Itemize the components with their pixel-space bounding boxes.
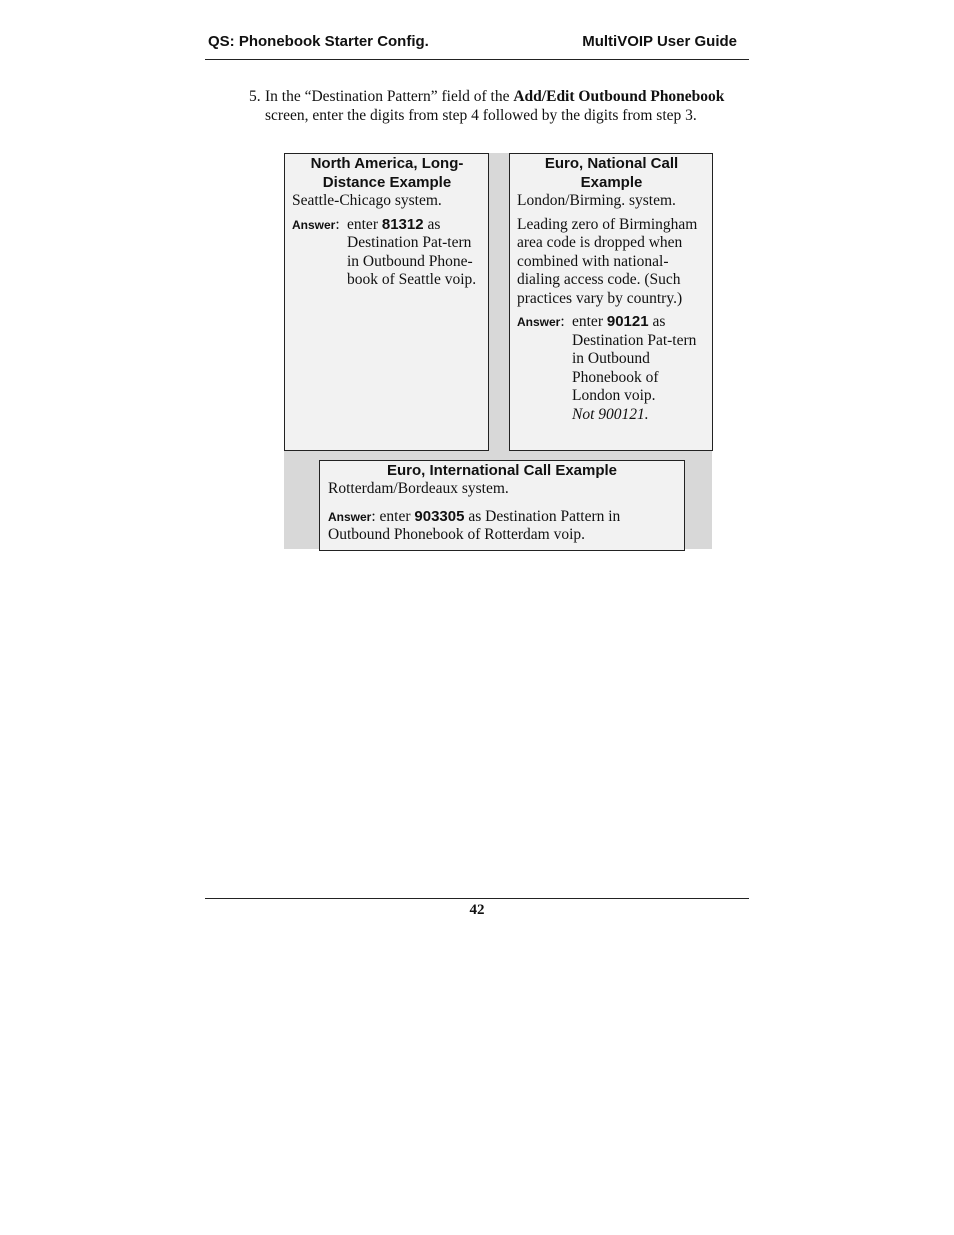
answer-enter: enter <box>379 507 415 525</box>
answer-label: Answer: <box>292 215 340 233</box>
step-text-part-1: In the “Destination Pattern” field of the <box>265 88 514 105</box>
header-guide-title: MultiVOIP User Guide <box>582 33 737 50</box>
step-number: 5. <box>249 88 261 105</box>
step-text-part-2: screen, enter the digits from step 4 followed by the digits from step 3. <box>265 107 697 124</box>
answer-label: Answer <box>328 509 372 524</box>
example-north-america <box>284 153 489 451</box>
example-title: North America, Long-Distance Example <box>310 155 464 191</box>
answer-digits: 90121 <box>606 313 649 330</box>
example-system: Seattle-Chicago system. <box>292 192 442 209</box>
header-rule <box>205 59 749 60</box>
step-screen-name: Add/Edit Outbound Phonebook <box>513 88 725 105</box>
example-title: Euro, National Call Example <box>544 155 679 191</box>
answer-enter: enter <box>572 313 607 330</box>
answer-rest: as Destination Pattern in Outbound Phonebook of Rotterdam voip. <box>328 507 621 543</box>
gray-gutter <box>488 153 510 450</box>
example-note: Leading zero of Birmingham area code is dropped when combined with national-dialing access code. (Such practices vary by country.) <box>517 215 698 307</box>
example-answer <box>517 313 706 424</box>
answer-digits: 81312 <box>381 215 424 233</box>
page-number: 42 <box>469 902 485 918</box>
example-euro-international <box>319 460 685 551</box>
example-euro-national <box>509 153 713 451</box>
answer-rest: as Destination Pat-tern in Outbound Phonebook of London voip. <box>572 313 697 404</box>
step-paragraph <box>249 87 749 125</box>
header-section-title: QS: Phonebook Starter Config. <box>208 33 429 50</box>
answer-digits: 903305 <box>414 507 465 525</box>
footer-rule <box>205 898 749 899</box>
answer-rest: as Destination Pat-tern in Outbound Phone-book of Seattle voip. <box>347 215 477 288</box>
example-answer: Answer: enter 903305 as Destination Pattern in Outbound Phonebook of Rotterdam voip. <box>328 507 621 543</box>
answer-not-note: Not 900121. <box>572 405 649 423</box>
answer-enter: enter <box>347 215 382 233</box>
example-system: London/Birming. system. <box>517 192 676 209</box>
step-text <box>265 87 749 125</box>
example-answer <box>292 216 482 290</box>
example-system: Rotterdam/Bordeaux system. <box>328 480 509 497</box>
answer-label: Answer: <box>517 313 565 330</box>
example-title: Euro, International Call Example <box>386 462 618 479</box>
